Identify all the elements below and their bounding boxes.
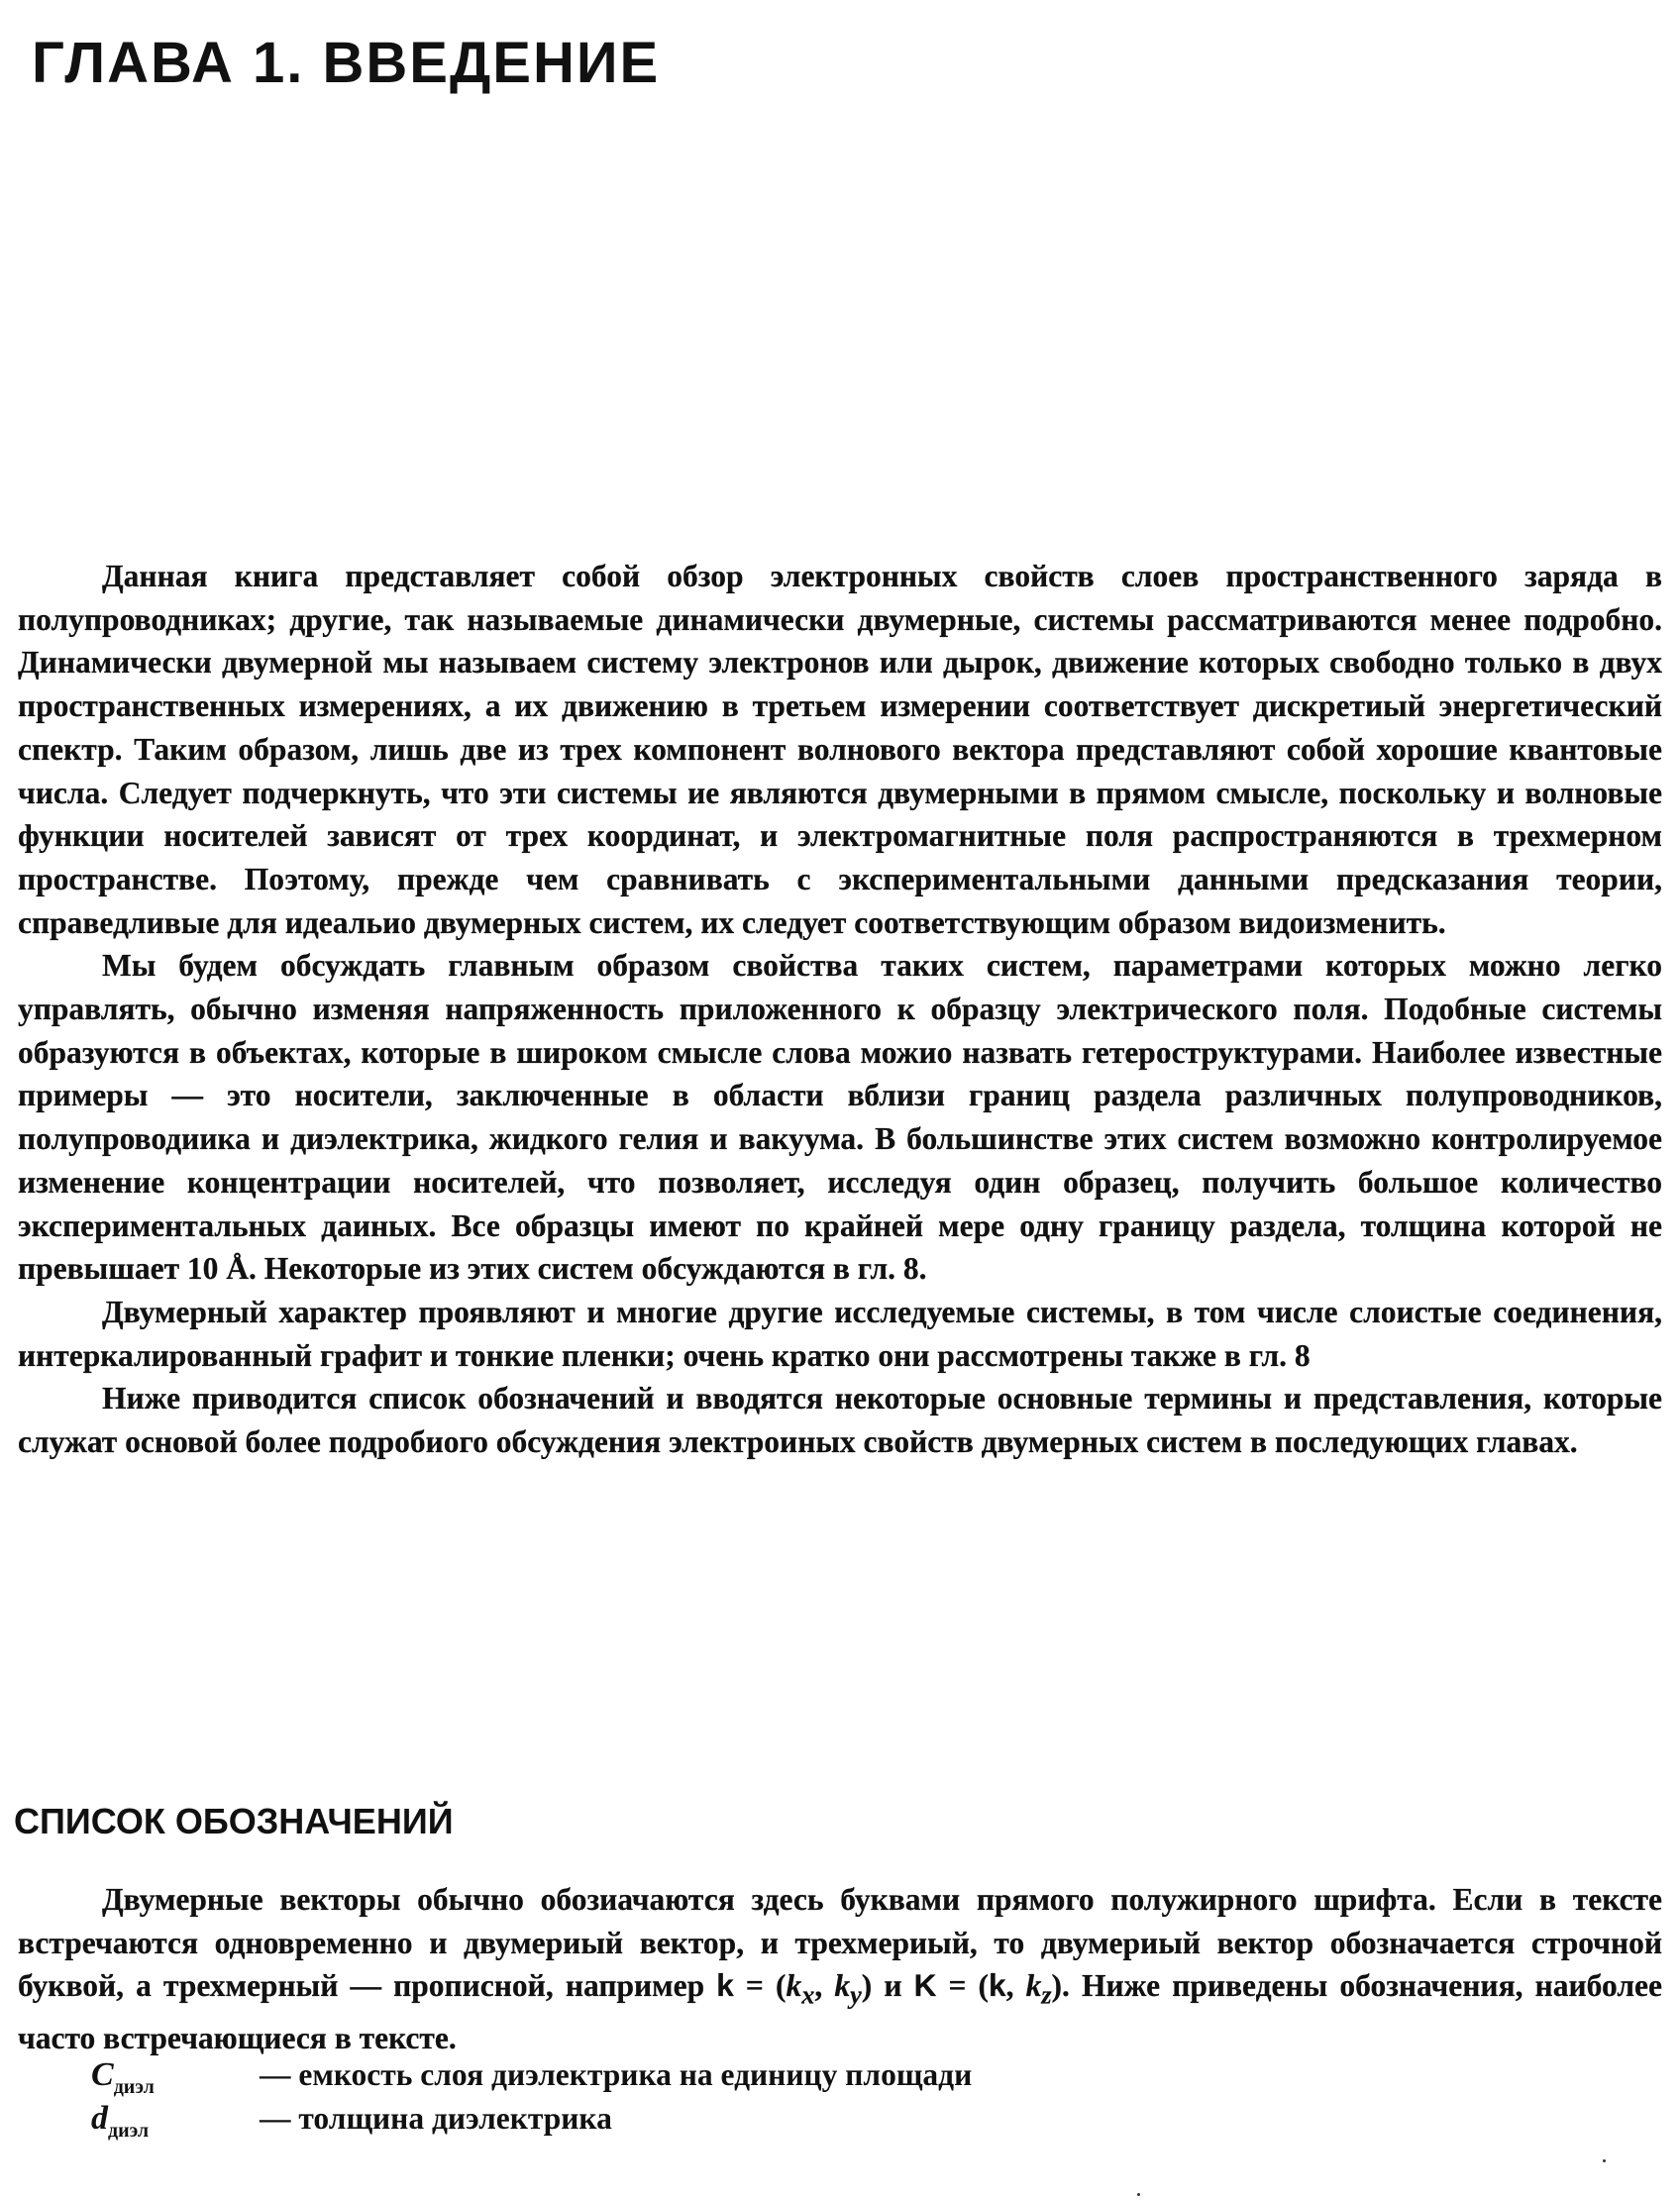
notation-intro-text-b: ). Ниже приведены обозначения, наиболее часто встречающиеся в тексте. (18, 1968, 1662, 2056)
vector-k-2: k (989, 1967, 1006, 2004)
sep-2: , (1005, 1968, 1026, 2004)
notation-intro-paragraph (18, 1878, 1662, 2060)
chapter-title: ГЛАВА 1. ВВЕДЕНИЕ (32, 31, 661, 95)
symbol-row (91, 2100, 1577, 2144)
vector-K: K (913, 1967, 937, 2004)
notation-intro (18, 1878, 1662, 2060)
symbol-subscript: диэл (113, 2075, 155, 2098)
k-y-sub: y (850, 1980, 862, 2010)
k-y: k (834, 1968, 851, 2004)
k-z-sub: z (1041, 1980, 1052, 2010)
symbol (91, 2056, 260, 2099)
intro-section (18, 555, 1662, 1464)
and-text: ) и (861, 1968, 914, 2004)
notation-intro-text-a: Двумерные векторы обычно обозиачаются здесь буквами прямого полужирного шрифта. Если в тексте встречаются одновременно и двумериый вектор, и трехмериый, то двумериый вектор обозначается строчной буквой, а трехмерный — прописной, например (18, 1882, 1662, 2004)
eq-sign-1: = ( (733, 1968, 787, 2004)
symbol-letter: d (91, 2100, 108, 2137)
k-x: k (786, 1968, 802, 2004)
symbol-subscript: диэл (108, 2119, 150, 2142)
vector-k: k (716, 1967, 734, 2004)
symbol (91, 2100, 260, 2143)
eq-sign-2: = ( (936, 1968, 990, 2004)
symbol-letter: C (91, 2056, 114, 2093)
symbol-row (91, 2056, 1577, 2100)
sep-1: , (814, 1968, 835, 2004)
notation-section-title: СПИСОК ОБОЗНАЧЕНИЙ (14, 1801, 454, 1841)
intro-paragraph-3: Двумерный характер проявляют и многие другие исследуемые системы, в том числе слоистые соединения, интеркалированный графит и тонкие пленки; очень кратко они рассмотрены также в гл. 8 (18, 1294, 1662, 1373)
k-z: k (1025, 1968, 1042, 2004)
k-x-sub: x (801, 1980, 815, 2010)
symbol-list (91, 2056, 1577, 2144)
scan-speck (1603, 2159, 1606, 2162)
intro-paragraph-1: Данная книга представляет собой обзор электронных свойств слоев пространственного заряда в полупроводниках; другие, так называемые динамически двумерные, системы рассматриваются менее подробно. Динамически двумерной мы называем систему электронов или дырок, движение которых свободно только в двух пространственных измерениях, а их движению в третьем измерении соответствует дискретиый энергетический спектр. Таким образом, лишь две из трех компонент волнового вектора представляют собой хорошие квантовые числа. Следует подчеркнуть, что эти системы ие являются двумерными в прямом смысле, поскольку и волновые функции носителей зависят от трех координат, и электромагнитные поля распространяются в трехмерном пространстве. Поэтому, прежде чем сравнивать с экспериментальными данными предсказания теории, справедливые для идеальио двумерных систем, их следует соответствующим образом видоизменить. (18, 559, 1662, 940)
symbol-description: — емкость слоя диэлектрика на единицу площади (260, 2057, 973, 2092)
symbol-description: — толщина диэлектрика (260, 2101, 612, 2136)
scan-speck (1137, 2193, 1140, 2196)
intro-paragraph-2: Мы будем обсуждать главным образом свойства таких систем, параметрами которых можно легко управлять, обычно изменяя напряженность приложенного к образцу электрического поля. Подобные системы образуются в объектах, которые в широком смысле слова можио назвать гетероструктурами. Наиболее известные примеры — это носители, заключенные в области вблизи границ раздела различных полупроводников, полупроводиика и диэлектрика, жидкого гелия и вакуума. В большинстве этих систем возможно контролируемое изменение концентрации носителей, что позволяет, исследуя один образец, получить большое количество экспериментальных даиных. Все образцы имеют по крайней мере одну границу раздела, толщина которой не превышает 10 Å. Некоторые из этих систем обсуждаются в гл. 8. (18, 948, 1662, 1287)
intro-paragraph-4: Ниже приводится список обозначений и вводятся некоторые основные термины и представления, которые служат основой более подробиого обсуждения электроиных свойств двумерных систем в последующих главах. (18, 1381, 1662, 1460)
